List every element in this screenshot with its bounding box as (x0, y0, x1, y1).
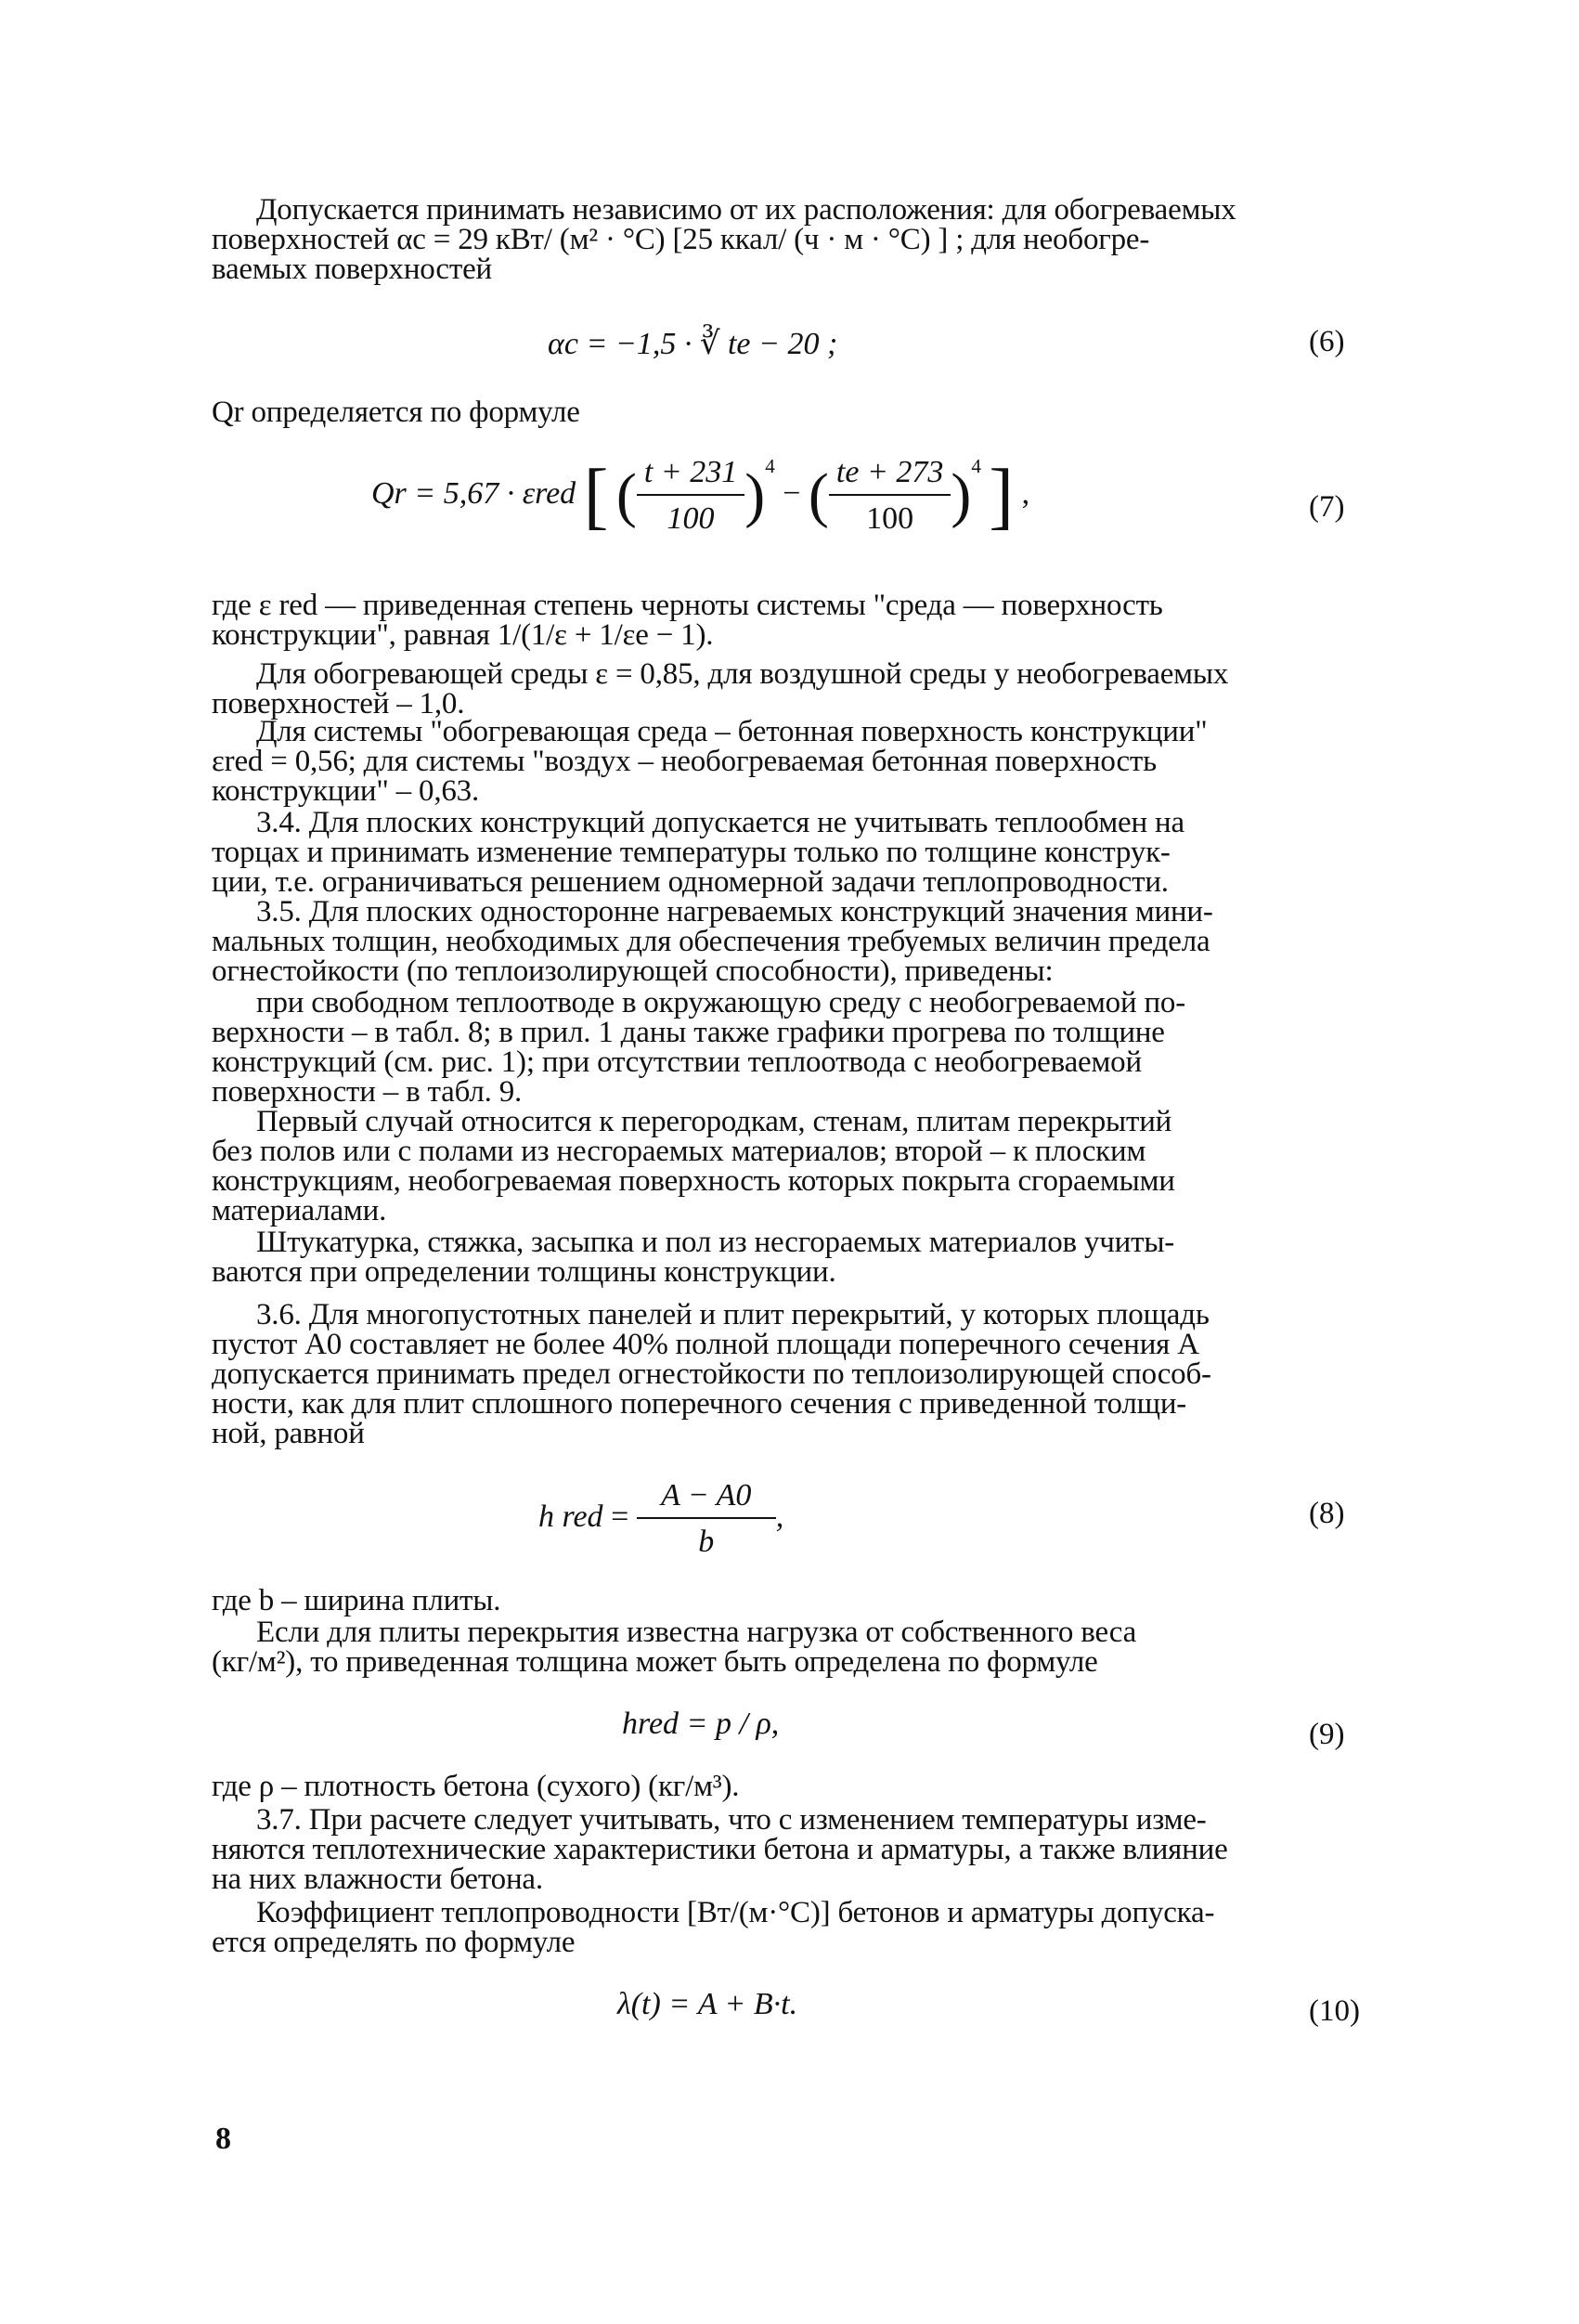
minus-sign: − (783, 475, 809, 511)
paren-open: ( (615, 461, 637, 529)
text-line: (кг/м²), то приведенная толщина может быть определена по формуле (212, 1645, 1098, 1679)
bracket-open: [ (583, 455, 609, 537)
equation-number-9: (9) (1309, 1718, 1345, 1751)
text-line: поверхностей – 1,0. (212, 687, 465, 721)
text-line: Допускается принимать независимо от их расположения: для обогреваемых (256, 193, 1236, 227)
text-line: конструкции" – 0,63. (212, 774, 480, 808)
text-line: допускается принимать предел огнестойкости по теплоизолирующей способ- (212, 1357, 1211, 1391)
text-line: конструкциям, необогреваемая поверхность которых покрыта сгораемыми (212, 1164, 1175, 1198)
page-number: 8 (215, 2122, 231, 2156)
formula-7-lhs: Qr = 5,67 · εred (371, 475, 576, 511)
text-line: Qr определяется по формуле (212, 396, 580, 429)
formula-7: Qr = 5,67 · εred [ ( $\frac{t + 231}{100}$ )$^4$ − ( $\frac{te + 273}{100}$ )$^4$ ] , (371, 455, 1030, 537)
formula-6: αc = −1,5 · ∛ te − 20 ; (548, 327, 838, 361)
where-rho (212, 1772, 1355, 1801)
para-free-heat (212, 988, 1355, 1107)
equation-number-10: (10) (1309, 1994, 1360, 2028)
text-line: ваемых поверхностей (212, 253, 492, 286)
para-system (212, 717, 1355, 806)
text-line: на них влажности бетона. (212, 1863, 543, 1896)
text-line: 3.7. При расчете следует учитывать, что с изменением температуры изме- (256, 1803, 1207, 1837)
text-line: 3.4. Для плоских конструкций допускается не учитывать теплообмен на (256, 806, 1184, 839)
where-b (212, 1586, 1355, 1616)
equation-number-6: (6) (1309, 325, 1345, 358)
para-3-4 (212, 808, 1355, 897)
text-line: ется определять по формуле (212, 1926, 576, 1959)
para-3-6 (212, 1300, 1355, 1448)
text-line: ной, равной (212, 1417, 365, 1450)
text-line: материалами. (212, 1194, 387, 1227)
text-line: Для обогревающей среды ε = 0,85, для воздушной среды у необогреваемых (256, 657, 1229, 691)
text-line: где ε red — приведенная степень черноты системы "среда — поверхность (212, 589, 1163, 622)
para-plaster (212, 1227, 1355, 1287)
fraction-2-numerator: te + 273 (835, 455, 944, 489)
fraction-8-numerator: A − A0 (661, 1478, 752, 1513)
para-conductivity (212, 1898, 1355, 1957)
text-line: без полов или с полами из несгораемых материалов; второй – к плоским (212, 1135, 1146, 1168)
text-line: няются теплотехнические характеристики бетона и арматуры, а также влияние (212, 1833, 1228, 1866)
text-line: пустот A0 составляет не более 40% полной площади поперечного сечения A (212, 1328, 1199, 1361)
text-line: ваются при определении толщины конструкции. (212, 1255, 836, 1289)
paren-close: ) (951, 461, 972, 529)
formula-8-lhs: h red (538, 1499, 603, 1534)
para-heating-medium (212, 659, 1355, 719)
formula-8: h red = $\frac{A - A0}{b}$ , (538, 1478, 784, 1559)
text-line: Первый случай относится к перегородкам, стенам, плитам перекрытий (256, 1105, 1172, 1138)
fraction-2 (829, 455, 951, 537)
paren-open: ( (808, 461, 829, 529)
text-line: 3.6. Для многопустотных панелей и плит перекрытий, у которых площадь (256, 1298, 1210, 1331)
para-emissivity (212, 591, 1355, 650)
fraction-1-denominator: 100 (637, 494, 744, 537)
equation-number-7: (7) (1309, 490, 1345, 524)
fraction-1-numerator: t + 231 (643, 455, 738, 489)
text-line: Если для плиты перекрытия известна нагрузка от собственного веса (256, 1616, 1137, 1649)
paren-close: ) (744, 461, 766, 529)
equation-number-8: (8) (1309, 1497, 1345, 1530)
para-3-5 (212, 897, 1355, 986)
formula-9: hred = p / ρ, (622, 1707, 780, 1741)
text-line: 3.5. Для плоских односторонне нагреваемых конструкций значения мини- (256, 895, 1213, 928)
text-line: поверхности – в табл. 9. (212, 1075, 523, 1109)
text-line: верхности – в табл. 8; в прил. 1 даны также графики прогрева по толщине (212, 1016, 1165, 1049)
text-line: Коэффициент теплопроводности [Вт/(м·°С)] бетонов и арматуры допуска- (256, 1896, 1215, 1929)
power-2: 4 (971, 455, 981, 478)
text-line: где ρ – плотность бетона (сухого) (кг/м³). (212, 1770, 740, 1803)
power-1: 4 (765, 455, 775, 478)
fraction-8 (637, 1478, 776, 1560)
text-line: конструкции", равная 1/(1/ε + 1/εe − 1). (212, 618, 714, 652)
fraction-2-denominator: 100 (829, 494, 951, 537)
text-line: где b – ширина плиты. (212, 1584, 501, 1617)
text-line: поверхностей αc = 29 кВт/ (м² · °С) [25 ккал/ (ч · м · °С) ] ; для необогре- (212, 223, 1150, 256)
text-line: Для системы "обогревающая среда – бетонная поверхность конструкции" (256, 715, 1208, 748)
fraction-1 (637, 455, 744, 537)
qr-intro (212, 397, 1355, 427)
text-line: конструкций (см. рис. 1); при отсутствии теплоотвода с необогреваемой (212, 1045, 1142, 1079)
para-cases (212, 1107, 1355, 1226)
text-line: мальных толщин, необходимых для обеспечения требуемых величин предела (212, 925, 1210, 958)
formula-10: λ(t) = A + B·t. (617, 1987, 798, 2021)
text-line: Штукатурка, стяжка, засыпка и пол из несгораемых материалов учиты- (256, 1226, 1175, 1259)
para-self-weight (212, 1617, 1355, 1677)
text-line: ции, т.е. ограничиваться решением одномерной задачи теплопроводности. (212, 865, 1169, 899)
bracket-close: ] (989, 455, 1015, 537)
text-line: ности, как для плит сплошного поперечного сечения с приведенной толщи- (212, 1387, 1187, 1421)
para-alpha-heated (212, 195, 1355, 284)
text-line: торцах и принимать изменение температуры только по толщине конструк- (212, 836, 1171, 869)
fraction-8-denominator: b (637, 1517, 776, 1560)
text-line: огнестойкости (по теплоизолирующей способности), приведены: (212, 954, 1054, 988)
text-line: при свободном теплоотводе в окружающую среду с необогреваемой по- (256, 986, 1186, 1019)
text-line: εred = 0,56; для системы "воздух – необогреваемая бетонная поверхность (212, 745, 1157, 778)
para-3-7 (212, 1805, 1355, 1894)
